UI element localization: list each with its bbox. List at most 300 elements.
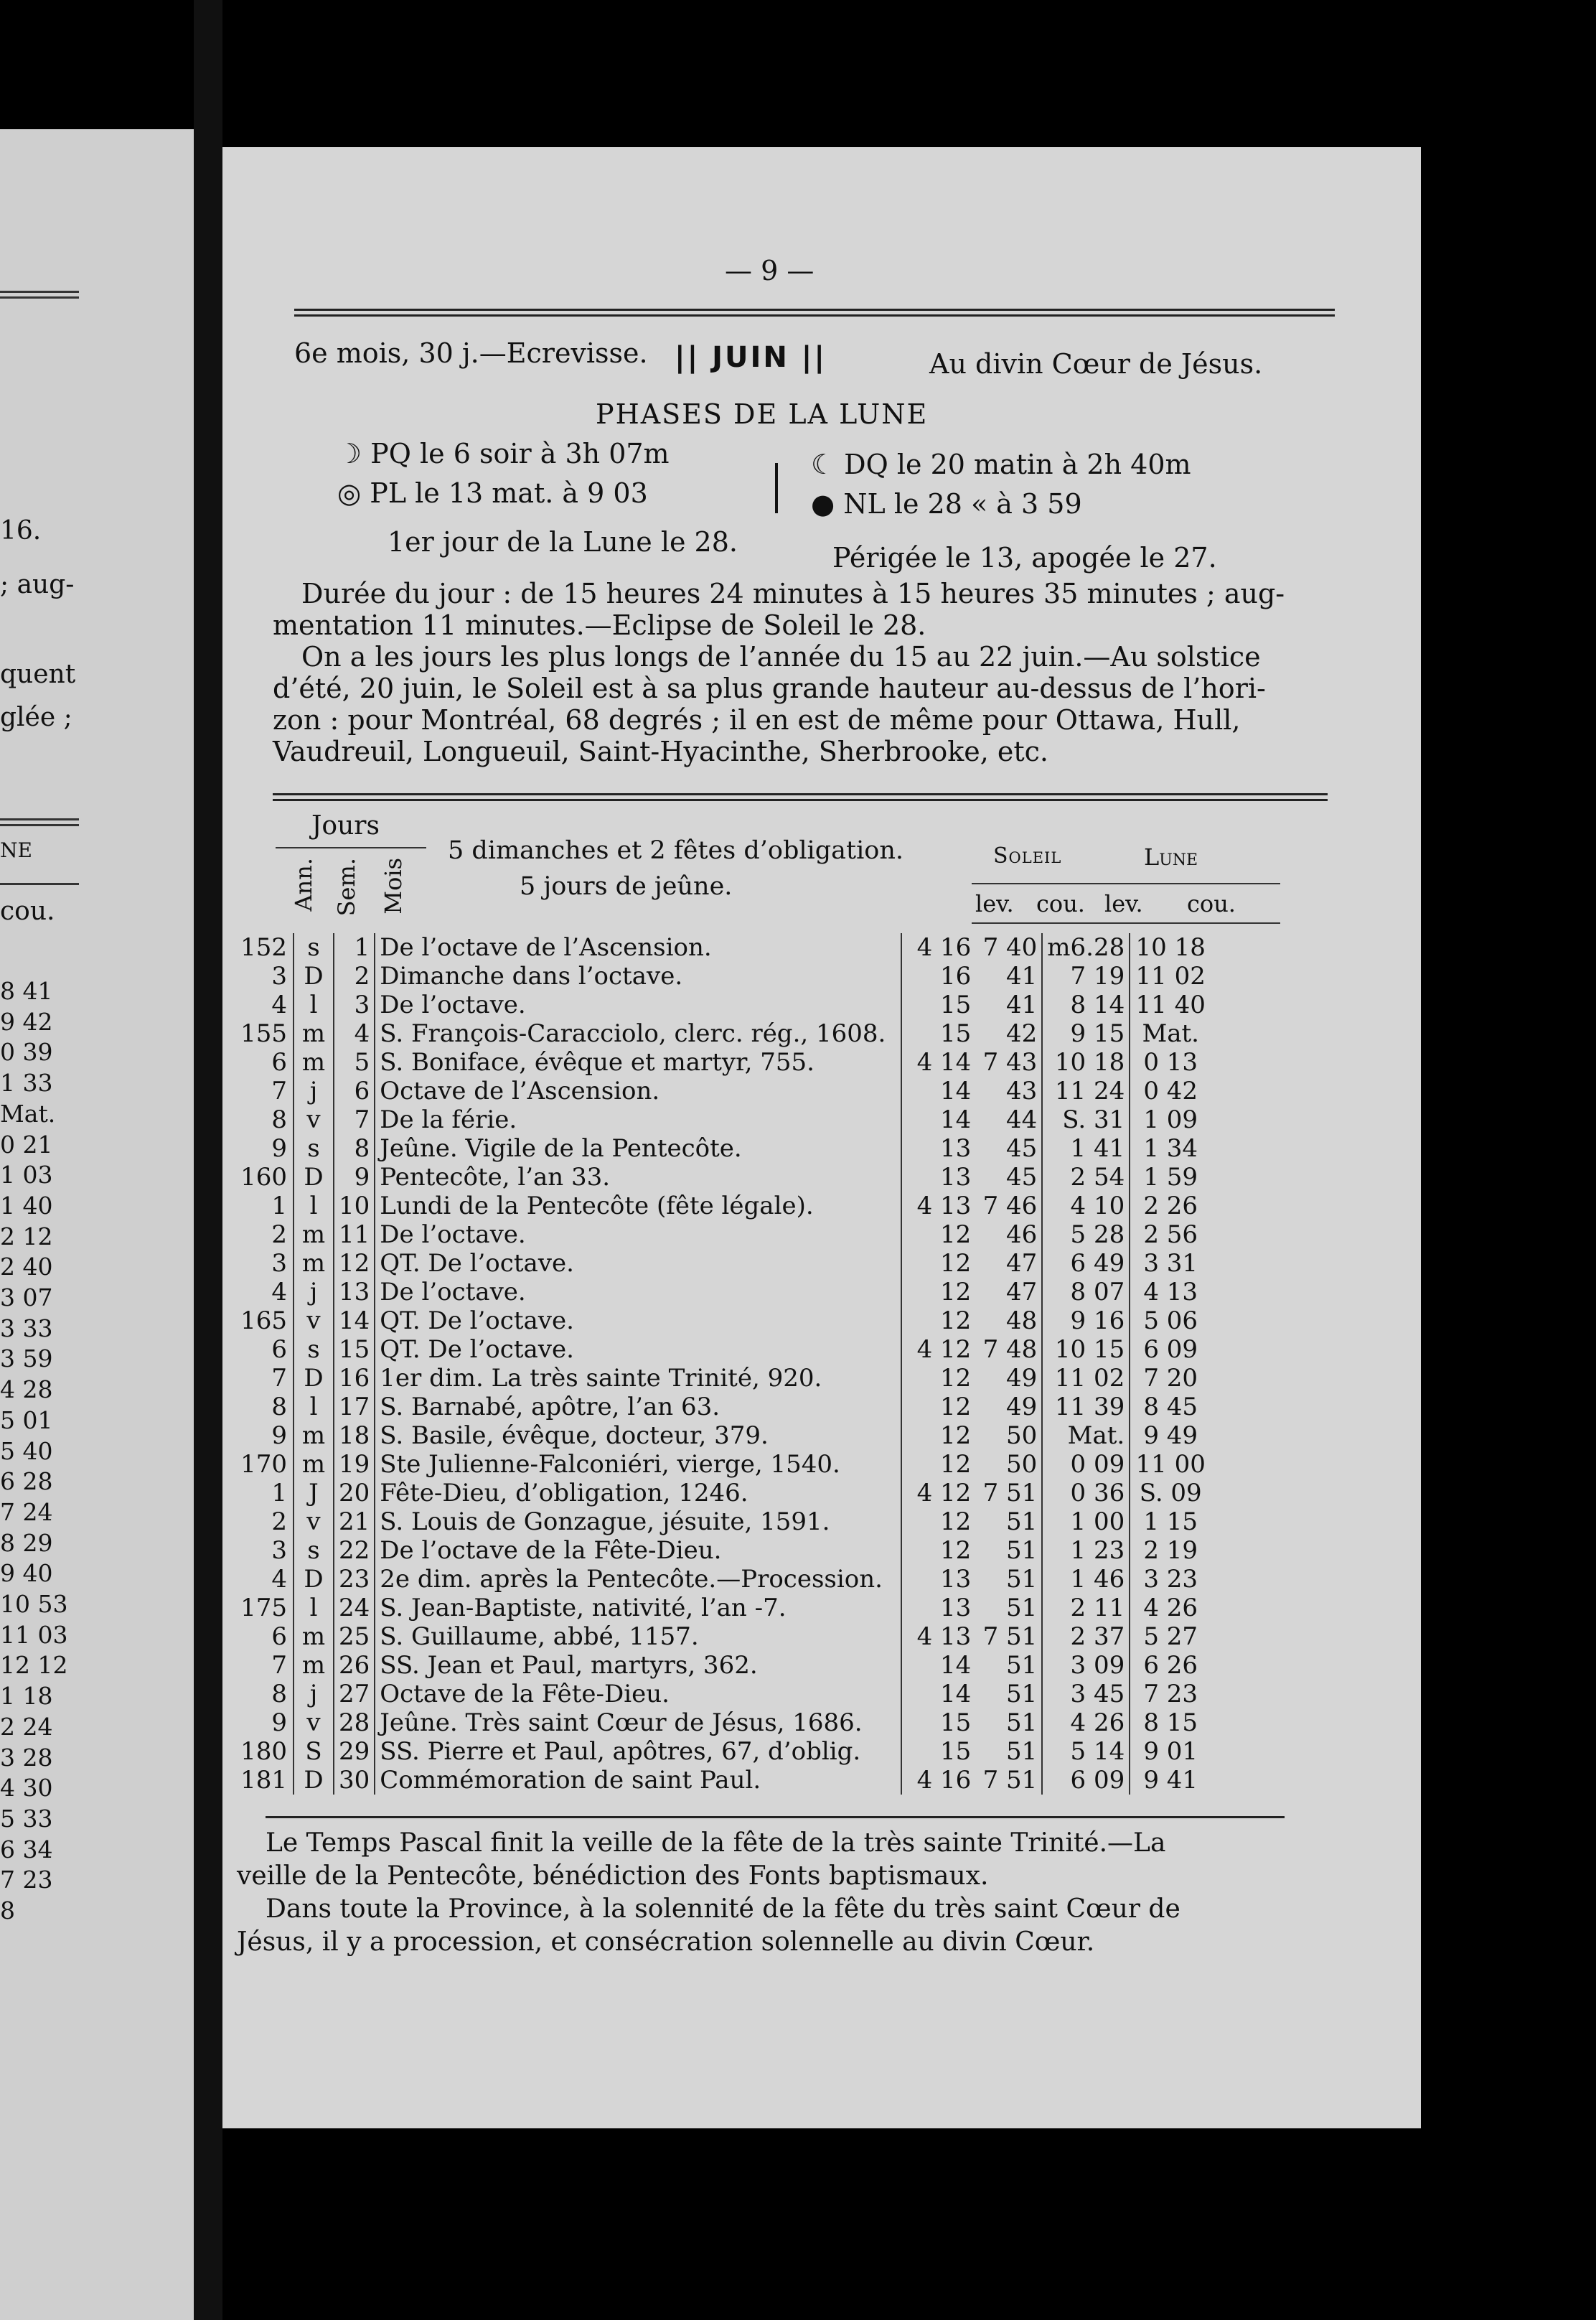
left-number: 2 24 [0, 1712, 53, 1741]
phases-title: PHASES DE LA LUNE [596, 398, 929, 430]
calendar-table [233, 933, 1211, 1795]
cell-lc: 0 13 [1143, 1048, 1198, 1077]
calendar-table-wrap [233, 933, 1273, 1795]
cell-sem: J [294, 1479, 334, 1507]
cell-lc: 7 20 [1143, 1364, 1198, 1393]
phase-divider [775, 463, 778, 513]
cell-feast: QT. De l’octave. [380, 1249, 574, 1278]
cell-feast: Ste Julienne-Falconiéri, vierge, 1540. [380, 1450, 840, 1479]
cell-sl: 12 [901, 1507, 975, 1536]
table-row [233, 1105, 1211, 1134]
almanac-page [222, 147, 1421, 2128]
cell-ll: 1 00 [1042, 1507, 1130, 1536]
cell-sem: m [294, 1019, 334, 1048]
cell-sem: D [294, 962, 334, 991]
cell-ann: 4 [271, 991, 287, 1019]
lune-header: Lune [1144, 843, 1198, 871]
paragraph-line: d’été, 20 juin, le Soleil est à sa plus grande hauteur au-dessus de l’hori- [273, 673, 1266, 704]
phase-text: DQ le 20 matin à 2h 40m [844, 449, 1191, 480]
cell-ann: 4 [271, 1565, 287, 1594]
cell-sem: m [294, 1249, 334, 1278]
cell-feast: S. Boniface, évêque et martyr, 755. [380, 1048, 815, 1077]
left-number: 2 12 [0, 1222, 53, 1250]
cell-lc: 4 26 [1143, 1594, 1198, 1622]
left-number: 3 07 [0, 1283, 53, 1312]
table-row [233, 1680, 1211, 1708]
cell-mois: 15 [334, 1335, 375, 1364]
cell-sl: 15 [901, 1019, 975, 1048]
cell-feast: SS. Jean et Paul, martyrs, 362. [380, 1651, 758, 1680]
left-number: 0 39 [0, 1038, 53, 1067]
table-header [233, 804, 1280, 933]
phase-line: 1er jour de la Lune le 28. [388, 526, 738, 558]
cell-lc: 1 15 [1143, 1507, 1198, 1536]
divider [273, 793, 1328, 795]
phase-text: PL le 13 mat. à 9 03 [370, 477, 648, 509]
cell-ann: 181 [240, 1766, 287, 1795]
left-number: 11 03 [0, 1620, 68, 1649]
cell-feast: S. Basile, évêque, docteur, 379. [380, 1421, 769, 1450]
month-title: || JUIN || [675, 341, 827, 374]
cell-lc: S. 09 [1139, 1479, 1202, 1507]
cell-feast: Pentecôte, l’an 33. [380, 1163, 611, 1192]
left-number: 1 18 [0, 1682, 53, 1711]
cell-feast: Jeûne. Vigile de la Pentecôte. [380, 1134, 742, 1163]
divider [0, 824, 79, 826]
cell-lc: 5 27 [1143, 1622, 1198, 1651]
cell-ll: 6 49 [1042, 1249, 1130, 1278]
table-row [233, 1708, 1211, 1737]
cell-sem: D [294, 1766, 334, 1795]
sem-header-text: Sem. [333, 858, 360, 917]
cell-mois: 20 [334, 1479, 375, 1507]
cell-ann: 6 [271, 1622, 287, 1651]
cell-sem: s [294, 1536, 334, 1565]
cell-sl: 15 [901, 1708, 975, 1737]
cell-mois: 12 [334, 1249, 375, 1278]
cell-sl: 13 [901, 1163, 975, 1192]
cell-sl: 12 [901, 1306, 975, 1335]
cell-sem: S [294, 1737, 334, 1766]
ann-header [290, 858, 317, 915]
table-row [233, 1766, 1211, 1795]
cell-sc: 51 [975, 1536, 1042, 1565]
cell-sem: l [294, 1594, 334, 1622]
divider [0, 296, 79, 299]
cell-sc: 47 [975, 1249, 1042, 1278]
cell-sc: 51 [975, 1708, 1042, 1737]
cell-ann: 6 [271, 1335, 287, 1364]
lune-lev-header: lev. [1104, 890, 1143, 917]
moon-phase-icon: ☽ [337, 438, 362, 469]
table-row [233, 1393, 1211, 1421]
cell-sc: 45 [975, 1163, 1042, 1192]
table-row [233, 1737, 1211, 1766]
soleil-header: Soleil [993, 843, 1062, 869]
cell-sl: 4 12 [901, 1479, 975, 1507]
cell-sl: 14 [901, 1651, 975, 1680]
table-row [233, 1249, 1211, 1278]
left-number: 8 [0, 1896, 15, 1925]
table-row [233, 1479, 1211, 1507]
cell-ll: 9 15 [1042, 1019, 1130, 1048]
moon-phase-icon: ☾ [811, 449, 836, 480]
phase-text: NL le 28 « à 3 59 [843, 488, 1082, 520]
cell-mois: 1 [334, 933, 375, 962]
cell-ll: 2 54 [1042, 1163, 1130, 1192]
cell-sl: 14 [901, 1105, 975, 1134]
cell-mois: 25 [334, 1622, 375, 1651]
cell-ll: 8 14 [1042, 991, 1130, 1019]
left-number: 7 24 [0, 1497, 53, 1526]
table-row [233, 933, 1211, 962]
cell-lc: 11 40 [1135, 991, 1206, 1019]
cell-ann: 2 [271, 1507, 287, 1536]
cell-sc: 7 51 [975, 1622, 1042, 1651]
table-row [233, 991, 1211, 1019]
cell-sem: l [294, 1192, 334, 1220]
cell-lc: 10 18 [1135, 933, 1206, 962]
cell-feast: 1er dim. La très sainte Trinité, 920. [380, 1364, 822, 1393]
description-paragraph [273, 578, 1349, 767]
cell-mois: 21 [334, 1507, 375, 1536]
left-number: 4 30 [0, 1774, 53, 1802]
cell-ann: 8 [271, 1680, 287, 1708]
divider [294, 314, 1335, 317]
left-text-line: ; aug- [0, 570, 75, 599]
left-number: 3 28 [0, 1743, 53, 1772]
cell-ll: 8 07 [1042, 1278, 1130, 1306]
cell-feast: QT. De l’octave. [380, 1306, 574, 1335]
cell-lc: 2 56 [1143, 1220, 1198, 1249]
month-info: 6e mois, 30 j.—Ecrevisse. [294, 337, 648, 369]
cell-lc: 6 09 [1143, 1335, 1198, 1364]
cell-sem: s [294, 933, 334, 962]
table-row [233, 1278, 1211, 1306]
cell-feast: S. Guillaume, abbé, 1157. [380, 1622, 699, 1651]
cell-sem: v [294, 1708, 334, 1737]
table-row [233, 962, 1211, 991]
cell-ll: 11 39 [1042, 1393, 1130, 1421]
left-text-line: quent [0, 660, 76, 689]
divider [276, 847, 426, 848]
divider [266, 1816, 1285, 1818]
cell-mois: 23 [334, 1565, 375, 1594]
cell-sl: 12 [901, 1220, 975, 1249]
cell-sc: 44 [975, 1105, 1042, 1134]
cell-lc: 1 59 [1143, 1163, 1198, 1192]
jours-header: Jours [311, 811, 380, 841]
cell-feast: SS. Pierre et Paul, apôtres, 67, d’oblig. [380, 1737, 861, 1766]
cell-ann: 170 [240, 1450, 287, 1479]
footnote-line: Le Temps Pascal finit la veille de la fête de la très sainte Trinité.—La [266, 1828, 1166, 1858]
cell-sl: 15 [901, 1737, 975, 1766]
left-number: 0 21 [0, 1130, 53, 1159]
cell-sl: 12 [901, 1278, 975, 1306]
cell-sem: l [294, 991, 334, 1019]
left-number: 9 40 [0, 1559, 53, 1588]
cell-sc: 41 [975, 962, 1042, 991]
cell-ll: 4 10 [1042, 1192, 1130, 1220]
cell-sc: 48 [975, 1306, 1042, 1335]
left-number: 7 23 [0, 1866, 53, 1894]
cell-lc: 3 31 [1143, 1249, 1198, 1278]
phase-line [811, 449, 1191, 480]
cell-ll: 3 09 [1042, 1651, 1130, 1680]
cell-feast: Dimanche dans l’octave. [380, 962, 683, 991]
cell-mois: 17 [334, 1393, 375, 1421]
cell-sc: 50 [975, 1450, 1042, 1479]
cell-feast: S. François-Caracciolo, clerc. rég., 1608. [380, 1019, 886, 1048]
cell-lc: 3 23 [1143, 1565, 1198, 1594]
table-row [233, 1192, 1211, 1220]
cell-ll: 5 14 [1042, 1737, 1130, 1766]
table-row [233, 1048, 1211, 1077]
cell-mois: 26 [334, 1651, 375, 1680]
cell-feast: De l’octave de la Fête-Dieu. [380, 1536, 722, 1565]
cell-feast: Lundi de la Pentecôte (fête légale). [380, 1192, 814, 1220]
cell-ll: 2 11 [1042, 1594, 1130, 1622]
cell-ll: 5 28 [1042, 1220, 1130, 1249]
phase-line: Périgée le 13, apogée le 27. [832, 542, 1217, 574]
divider [972, 883, 1280, 884]
cell-sc: 7 51 [975, 1479, 1042, 1507]
cell-feast: QT. De l’octave. [380, 1335, 574, 1364]
table-row [233, 1335, 1211, 1364]
cell-sc: 42 [975, 1019, 1042, 1048]
cell-lc: 0 42 [1143, 1077, 1198, 1105]
cell-feast: De l’octave. [380, 991, 526, 1019]
cell-lc: 2 19 [1143, 1536, 1198, 1565]
cell-ann: 7 [271, 1364, 287, 1393]
cell-lc: 11 02 [1135, 962, 1206, 991]
cell-ann: 4 [271, 1278, 287, 1306]
left-number: 5 01 [0, 1405, 53, 1434]
table-row [233, 1594, 1211, 1622]
cell-mois: 5 [334, 1048, 375, 1077]
phase-text: PQ le 6 soir à 3h 07m [370, 438, 670, 469]
cell-mois: 24 [334, 1594, 375, 1622]
footnote-line: veille de la Pentecôte, bénédiction des Fonts baptismaux. [237, 1861, 989, 1891]
cell-lc: 9 01 [1143, 1737, 1198, 1766]
cell-mois: 16 [334, 1364, 375, 1393]
cell-sc: 7 40 [975, 933, 1042, 962]
page-number: — 9 — [725, 255, 815, 286]
feasts-header-line2: 5 jours de jeûne. [520, 872, 733, 901]
mois-header-text: Mois [380, 858, 407, 915]
cell-sem: j [294, 1278, 334, 1306]
left-number: 10 53 [0, 1590, 68, 1619]
cell-sem: j [294, 1077, 334, 1105]
table-row [233, 1019, 1211, 1048]
cell-ll: 1 46 [1042, 1565, 1130, 1594]
cell-sl: 4 13 [901, 1622, 975, 1651]
mois-header [380, 858, 407, 917]
cell-ann: 175 [240, 1594, 287, 1622]
cell-feast: Octave de la Fête-Dieu. [380, 1680, 670, 1708]
cell-sc: 7 51 [975, 1766, 1042, 1795]
lune-cou-header: cou. [1187, 890, 1236, 917]
cell-sem: s [294, 1335, 334, 1364]
cell-sc: 7 43 [975, 1048, 1042, 1077]
cell-lc: 8 15 [1143, 1708, 1198, 1737]
cell-mois: 10 [334, 1192, 375, 1220]
phase-line [337, 438, 670, 469]
left-text-line: glée ; [0, 703, 72, 732]
cell-sl: 4 16 [901, 933, 975, 962]
cell-mois: 27 [334, 1680, 375, 1708]
cell-sc: 51 [975, 1680, 1042, 1708]
cell-mois: 22 [334, 1536, 375, 1565]
cell-sem: m [294, 1220, 334, 1249]
cell-mois: 13 [334, 1278, 375, 1306]
cell-sl: 4 14 [901, 1048, 975, 1077]
cell-sem: m [294, 1622, 334, 1651]
cell-lc: 6 26 [1143, 1651, 1198, 1680]
cell-ll: 11 02 [1042, 1364, 1130, 1393]
cell-ll: 1 23 [1042, 1536, 1130, 1565]
cell-sem: v [294, 1105, 334, 1134]
cell-sc: 46 [975, 1220, 1042, 1249]
table-row [233, 1421, 1211, 1450]
cell-lc: 9 41 [1143, 1766, 1198, 1795]
cell-ann: 9 [271, 1708, 287, 1737]
cell-sem: D [294, 1163, 334, 1192]
table-row [233, 1134, 1211, 1163]
cell-lc: 1 09 [1143, 1105, 1198, 1134]
cell-feast: 2e dim. après la Pentecôte.—Procession. [380, 1565, 883, 1594]
cell-mois: 28 [334, 1708, 375, 1737]
cell-feast: Commémoration de saint Paul. [380, 1766, 761, 1795]
cell-sc: 51 [975, 1737, 1042, 1766]
cell-ann: 6 [271, 1048, 287, 1077]
cell-sem: m [294, 1421, 334, 1450]
cell-sem: m [294, 1048, 334, 1077]
feasts-header-line1: 5 dimanches et 2 fêtes d’obligation. [448, 836, 904, 865]
cell-sl: 14 [901, 1680, 975, 1708]
cell-sem: m [294, 1450, 334, 1479]
cell-ann: 152 [240, 933, 287, 962]
cell-sl: 4 13 [901, 1192, 975, 1220]
cell-sc: 41 [975, 991, 1042, 1019]
table-row [233, 1622, 1211, 1651]
cell-ll: 4 26 [1042, 1708, 1130, 1737]
cell-ann: 1 [271, 1479, 287, 1507]
cell-sc: 47 [975, 1278, 1042, 1306]
cell-lc: 2 26 [1143, 1192, 1198, 1220]
book-spine [194, 0, 222, 2320]
cell-lc: 5 06 [1143, 1306, 1198, 1335]
left-number: 12 12 [0, 1651, 68, 1680]
cell-ann: 165 [240, 1306, 287, 1335]
cell-sl: 13 [901, 1134, 975, 1163]
cell-lc: Mat. [1142, 1019, 1199, 1048]
left-number: Mat. [0, 1099, 56, 1128]
cell-ll: 0 36 [1042, 1479, 1130, 1507]
cell-ll: 2 37 [1042, 1622, 1130, 1651]
cell-ll: 7 19 [1042, 962, 1130, 991]
paragraph-line: Vaudreuil, Longueuil, Saint-Hyacinthe, Sherbrooke, etc. [273, 736, 1048, 767]
cell-sl: 12 [901, 1450, 975, 1479]
cell-sem: j [294, 1680, 334, 1708]
left-number: 1 40 [0, 1191, 53, 1220]
table-row [233, 1565, 1211, 1594]
cell-sc: 50 [975, 1421, 1042, 1450]
cell-sl: 14 [901, 1077, 975, 1105]
cell-ann: 7 [271, 1077, 287, 1105]
cell-sem: D [294, 1364, 334, 1393]
left-number: 1 33 [0, 1069, 53, 1098]
cell-ann: 3 [271, 962, 287, 991]
calendar-body [233, 933, 1211, 1795]
cell-sc: 49 [975, 1393, 1042, 1421]
paragraph-line: zon : pour Montréal, 68 degrés ; il en est de même pour Ottawa, Hull, [273, 704, 1241, 736]
cell-ll: 3 45 [1042, 1680, 1130, 1708]
cell-feast: De l’octave. [380, 1278, 526, 1306]
cell-mois: 7 [334, 1105, 375, 1134]
table-row [233, 1163, 1211, 1192]
divider [0, 818, 79, 820]
cell-feast: S. Louis de Gonzague, jésuite, 1591. [380, 1507, 830, 1536]
cell-sem: m [294, 1651, 334, 1680]
phase-line [337, 477, 648, 509]
cell-sl: 4 16 [901, 1766, 975, 1795]
cell-mois: 4 [334, 1019, 375, 1048]
cell-ll: 0 09 [1042, 1450, 1130, 1479]
left-number: 5 33 [0, 1804, 53, 1833]
left-number: 8 29 [0, 1528, 53, 1557]
cell-feast: Jeûne. Très saint Cœur de Jésus, 1686. [380, 1708, 863, 1737]
moon-phase-icon: ● [811, 488, 835, 520]
paragraph-line: Durée du jour : de 15 heures 24 minutes à 15 heures 35 minutes ; aug- [301, 578, 1285, 609]
divider [0, 883, 79, 885]
cell-ll: 10 15 [1042, 1335, 1130, 1364]
cell-mois: 14 [334, 1306, 375, 1335]
cell-sc: 51 [975, 1651, 1042, 1680]
left-number: 1 03 [0, 1161, 53, 1189]
cell-ann: 160 [240, 1163, 287, 1192]
footnote-line: Dans toute la Province, à la solennité de la fête du très saint Cœur de [266, 1894, 1180, 1924]
cell-sl: 12 [901, 1364, 975, 1393]
left-number: 3 33 [0, 1314, 53, 1342]
cell-ann: 9 [271, 1134, 287, 1163]
left-col-fragment: cou. [0, 897, 55, 926]
cell-feast: De la férie. [380, 1105, 517, 1134]
left-header-fragment: NE [0, 838, 32, 862]
left-number: 2 40 [0, 1253, 53, 1281]
soleil-lev-header: lev. [975, 890, 1014, 917]
cell-ann: 3 [271, 1249, 287, 1278]
left-page-fragment [0, 129, 194, 2320]
cell-sl: 12 [901, 1393, 975, 1421]
cell-sc: 7 48 [975, 1335, 1042, 1364]
cell-ann: 180 [240, 1737, 287, 1766]
cell-mois: 18 [334, 1421, 375, 1450]
cell-mois: 9 [334, 1163, 375, 1192]
cell-mois: 8 [334, 1134, 375, 1163]
table-row [233, 1306, 1211, 1335]
divider [273, 799, 1328, 801]
divider [972, 922, 1280, 924]
cell-lc: 1 34 [1143, 1134, 1198, 1163]
table-row [233, 1651, 1211, 1680]
cell-ann: 8 [271, 1105, 287, 1134]
left-number: 8 41 [0, 977, 53, 1005]
cell-ll: 11 24 [1042, 1077, 1130, 1105]
cell-sem: D [294, 1565, 334, 1594]
cell-sc: 51 [975, 1594, 1042, 1622]
cell-ann: 9 [271, 1421, 287, 1450]
